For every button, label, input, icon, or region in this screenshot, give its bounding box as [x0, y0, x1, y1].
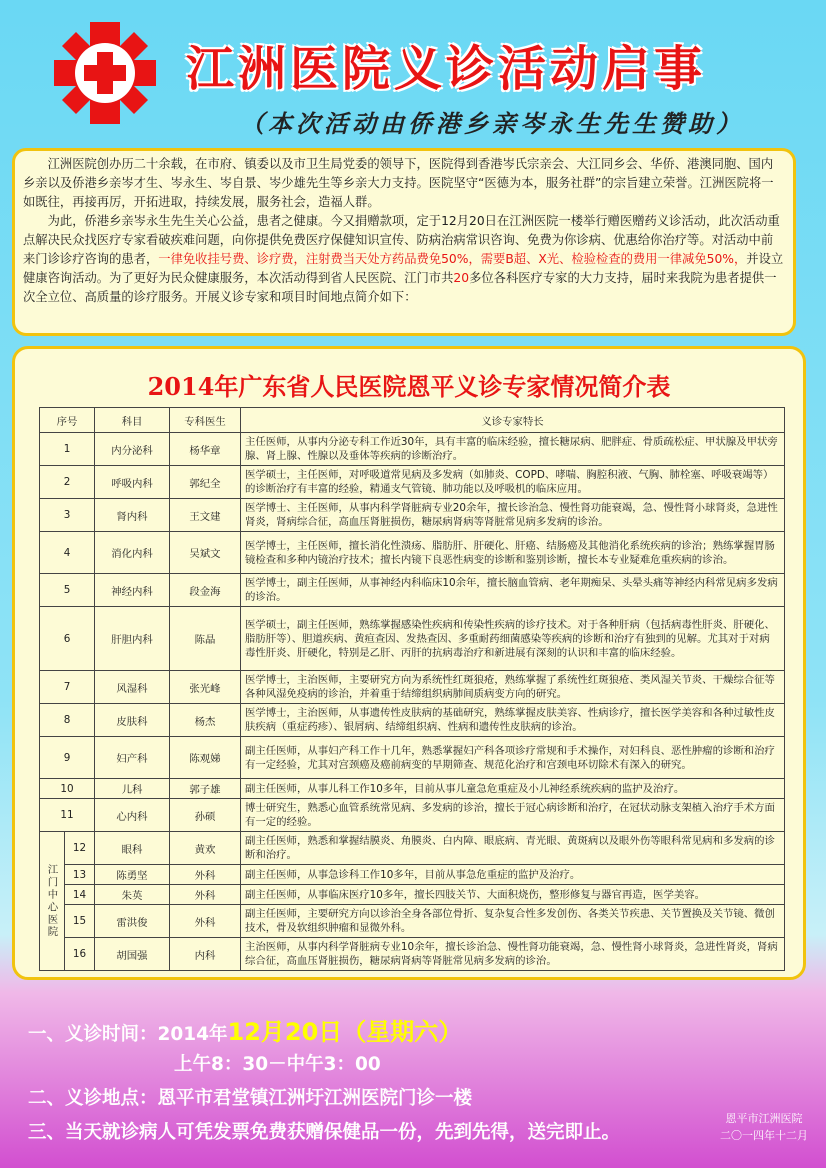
cell-no: 16	[64, 938, 94, 971]
table-row	[40, 832, 785, 865]
cell-doctor: 陈观娣	[170, 737, 241, 779]
table-row	[40, 704, 785, 737]
cell-desc: 副主任医师，从事儿科工作10多年，目前从事儿童急危重症及小儿神经系统疾病的监护及治疗。	[241, 779, 785, 799]
cell-doctor: 陈晶	[170, 607, 241, 671]
cell-desc: 医学博士，副主任医师，从事神经内科临床10余年，擅长脑血管病、老年期痴呆、头晕头痛等神经内科常见病多发病的诊治。	[241, 574, 785, 607]
cell-no: 4	[40, 532, 95, 574]
cell-desc: 医学硕士，副主任医师，熟练掌握感染性疾病和传染性疾病的诊疗技术。对于各种肝病（包括病毒性肝炎、肝硬化、脂肪肝等）、胆道疾病、黄疸查因、发热查因、多重耐药细菌感染等疾病的诊断和治疗有独到的见解。尤其对于对病毒性肝炎、肝硬化，特别是乙肝、丙肝的抗病毒治疗和新进展有深刻的认识和丰富的临床经验。	[241, 607, 785, 671]
header-doctor: 专科医生	[170, 408, 241, 433]
cell-dept: 心内科	[95, 799, 170, 832]
cell-desc: 副主任医师，从事临床医疗10多年，擅长四肢关节、大面积烧伤，整形修复与器官再造，医学美容。	[241, 885, 785, 905]
cell-desc: 副主任医师，从事急诊科工作10多年，目前从事急危重症的监护及治疗。	[241, 865, 785, 885]
cell-doctor: 孙硕	[170, 799, 241, 832]
cell-dept: 儿科	[95, 779, 170, 799]
table-row	[40, 799, 785, 832]
cell-desc: 医学博士，主任医师，擅长消化性溃疡、脂肪肝、肝硬化、肝癌、结肠癌及其他消化系统疾病的诊治；熟练掌握胃肠镜检查和多种内镜治疗技术；擅长内镜下良恶性病变的诊断和鉴别诊断，擅长本专业疑难危重疾病的诊治。	[241, 532, 785, 574]
cell-dept: 妇产科	[95, 737, 170, 779]
cell-dept: 朱英	[95, 885, 170, 905]
table-row	[40, 737, 785, 779]
red-cross-logo	[50, 18, 160, 128]
signature-org: 恩平市江洲医院	[725, 1112, 803, 1125]
cell-doctor: 王文建	[170, 499, 241, 532]
table-row	[40, 671, 785, 704]
cell-desc: 副主任医师，熟悉和掌握结膜炎、角膜炎、白内障、眼底病、青光眼、黄斑病以及眼外伤等眼科常见病和多发病的诊断和治疗。	[241, 832, 785, 865]
cell-dept: 内分泌科	[95, 433, 170, 466]
intro-highlight-fees: 一律免收挂号费、诊疗费，注射费当天处方药品费免50%，需要B超、X光、检验检查的费用一律减免50%，	[158, 252, 747, 266]
table-row	[40, 532, 785, 574]
cell-dept: 肾内科	[95, 499, 170, 532]
event-time	[28, 1012, 462, 1047]
cell-desc: 医学博士，主治医师，从事遗传性皮肤病的基础研究，熟练掌握皮肤美容、性病诊疗，擅长医学美容和各种过敏性皮肤疾病（重症药疹）、银屑病、结缔组织病、性病和遗传性皮肤病的诊治。	[241, 704, 785, 737]
header-no: 序号	[40, 408, 95, 433]
cell-doctor: 杨华章	[170, 433, 241, 466]
cell-no: 7	[40, 671, 95, 704]
header-dept: 科目	[95, 408, 170, 433]
cell-no: 3	[40, 499, 95, 532]
table-row	[40, 499, 785, 532]
cell-desc: 副主任医师，主要研究方向以诊治全身各部位骨折、复杂复合性多发创伤、各类关节疾患、关节置换及关节镜、微创技术，骨及软组织肿瘤和显微外科。	[241, 905, 785, 938]
cell-desc: 主治医师，从事内科学肾脏病专业10余年，擅长诊治急、慢性肾功能衰竭，急、慢性肾小球肾炎，急进性肾炎，肾病综合征，高血压肾脏损伤，糖尿病肾病等肾脏常见病多发病的诊治。	[241, 938, 785, 971]
cell-dept: 陈勇坚	[95, 865, 170, 885]
cell-doctor: 吴斌文	[170, 532, 241, 574]
header-specialty: 义诊专家特长	[241, 408, 785, 433]
cell-doctor: 外科	[170, 885, 241, 905]
cell-doctor: 杨杰	[170, 704, 241, 737]
event-hours: 上午8：30－中午3：00	[174, 1054, 381, 1075]
cell-dept: 呼吸内科	[95, 466, 170, 499]
cell-hospital-group: 江门中心医院	[40, 832, 65, 971]
cell-desc: 医学博士，主治医师，主要研究方向为系统性红斑狼疮，熟练掌握了系统性红斑狼疮、类风湿关节炎、干燥综合征等各种风湿免疫病的诊治，并着重于结缔组织病肺间质病变方向的研究。	[241, 671, 785, 704]
signature	[714, 1110, 814, 1144]
cell-dept: 眼科	[95, 832, 170, 865]
page-subtitle: （本次活动由侨港乡亲岑永生先生赞助）	[240, 109, 744, 138]
cell-no: 6	[40, 607, 95, 671]
cell-dept: 神经内科	[95, 574, 170, 607]
table-row	[40, 466, 785, 499]
intro-text-c: 多位各科医疗专家的大力支持，届时来我院为患者提供一次全立位、高质量的诊疗服务。开展义诊专家和项目时间地点简介如下：	[23, 271, 777, 304]
cell-no: 9	[40, 737, 95, 779]
expert-table-panel	[12, 346, 806, 980]
cell-doctor: 黄欢	[170, 832, 241, 865]
cell-dept: 风湿科	[95, 671, 170, 704]
cell-no: 2	[40, 466, 95, 499]
intro-paragraph-2	[23, 212, 785, 307]
event-time-label: 一、义诊时间：2014年	[28, 1024, 228, 1045]
table-row	[40, 885, 785, 905]
cell-doctor: 内科	[170, 938, 241, 971]
page-title: 江洲医院义诊活动启事	[186, 41, 707, 97]
cell-no: 10	[40, 779, 95, 799]
table-row	[40, 905, 785, 938]
cell-desc: 副主任医师，从事妇产科工作十几年，熟悉掌握妇产科各项诊疗常规和手术操作，对妇科良、恶性肿瘤的诊断和治疗有一定经验，尤其对宫颈癌及癌前病变的早期筛查、规范化治疗和宫颈电环切除术有深入的研究。	[241, 737, 785, 779]
table-row	[40, 865, 785, 885]
cell-doctor: 段金海	[170, 574, 241, 607]
table-row	[40, 433, 785, 466]
cell-no: 14	[64, 885, 94, 905]
intro-panel	[12, 148, 796, 336]
cell-no: 5	[40, 574, 95, 607]
cell-doctor: 张光峰	[170, 671, 241, 704]
cell-no: 15	[64, 905, 94, 938]
cell-doctor: 郭子雄	[170, 779, 241, 799]
table-title: 2014年广东省人民医院恩平义诊专家情况简介表	[147, 372, 671, 401]
cell-no: 13	[64, 865, 94, 885]
intro-text-b: 并设立健康咨询活动。为了更好为民众健康服务，本次活动得到省人民医院、江门市共	[23, 252, 784, 285]
cell-desc: 主任医师，从事内分泌专科工作近30年，具有丰富的临床经验，擅长糖尿病、肥胖症、骨质疏松症、甲状腺及甲状旁腺、肾上腺、性腺以及垂体等疾病的诊断治疗。	[241, 433, 785, 466]
cell-no: 12	[64, 832, 94, 865]
cell-no: 8	[40, 704, 95, 737]
cell-dept: 消化内科	[95, 532, 170, 574]
cell-doctor: 外科	[170, 905, 241, 938]
table-row	[40, 607, 785, 671]
intro-highlight-count: 20	[453, 271, 470, 285]
intro-text-a: 为此，侨港乡亲岑永生先生关心公益，患者之健康。今又捐赠款项，定于12月20日在江洲医院一楼举行赠医赠药义诊活动，此次活动重点解决民众找医疗专家看破疾难问题，向你提供免费医疗保健知识宣传、防病治病常识咨询、免费为你诊病、优惠给你治疗等。对活动中前来门诊诊疗咨询的患者，	[23, 214, 780, 266]
cell-dept: 皮肤科	[95, 704, 170, 737]
intro-paragraph-1: 江洲医院创办历二十余载，在市府、镇委以及市卫生局党委的领导下，医院得到香港岑氏宗亲会、大江同乡会、华侨、港澳同胞、国内乡亲以及侨港乡亲岑才生、岑永生、岑自景、岑少雄先生等乡亲大力支持。医院坚守“医德为本，服务社群”的宗旨建立荣誉。江洲医院将一如既往，再接再厉，开拓进取，持续发展，服务社会，造福人群。	[23, 157, 774, 209]
cell-desc: 医学硕士，主任医师，对呼吸道常见病及多发病（如肺炎、COPD、哮喘、胸腔积液、气胸、肺栓塞、呼吸衰竭等）的诊断治疗有丰富的经验，精通支气管镜、肺功能以及呼吸机的临床应用。	[241, 466, 785, 499]
table-header-row	[40, 408, 785, 433]
signature-date: 二〇一四年十二月	[720, 1129, 808, 1142]
expert-table	[39, 407, 785, 971]
event-place: 二、义诊地点：恩平市君堂镇江洲圩江洲医院门诊一楼	[28, 1088, 473, 1109]
event-gift: 三、当天就诊病人可凭发票免费获赠保健品一份，先到先得，送完即止。	[28, 1122, 621, 1143]
cell-desc: 博士研究生，熟悉心血管系统常见病、多发病的诊治，擅长于冠心病诊断和治疗，在冠状动脉支架植入治疗手术方面有一定的经验。	[241, 799, 785, 832]
cell-dept: 雷洪俊	[95, 905, 170, 938]
cell-no: 11	[40, 799, 95, 832]
table-row	[40, 779, 785, 799]
cell-desc: 医学博士、主任医师，从事内科学肾脏病专业20余年，擅长诊治急、慢性肾功能衰竭，急、慢性肾小球肾炎，急进性肾炎，肾病综合征，高血压肾脏损伤，糖尿病肾病等肾脏常见病多发病的诊治。	[241, 499, 785, 532]
event-date: 12月20日（星期六）	[227, 1018, 463, 1046]
cell-doctor: 外科	[170, 865, 241, 885]
cell-dept: 肝胆内科	[95, 607, 170, 671]
table-row	[40, 938, 785, 971]
cell-no: 1	[40, 433, 95, 466]
cell-dept: 胡国强	[95, 938, 170, 971]
cell-doctor: 郭纪全	[170, 466, 241, 499]
table-row	[40, 574, 785, 607]
